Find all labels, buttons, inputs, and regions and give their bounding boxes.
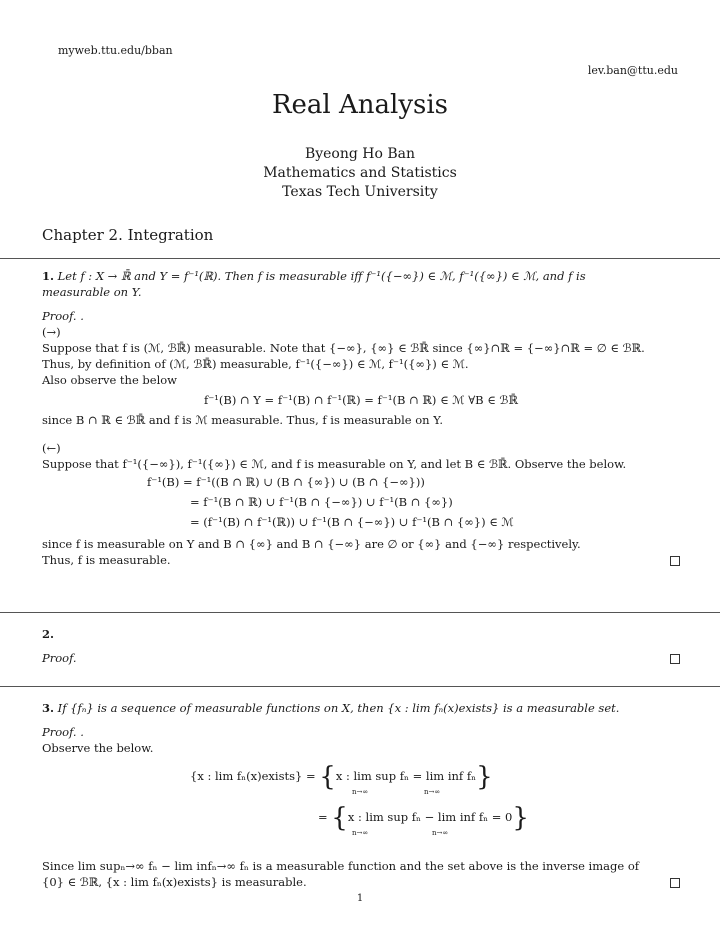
proof-line: Suppose that f is (ℳ, ℬℝ̄) measurable. Note that {−∞}, {∞} ∈ ℬℝ̄ since {∞}∩ℝ = {−∞}∩ℝ = ∅ ∈ ℬℝ. [42,341,645,355]
problem-3-number: 3. [42,701,55,715]
equation: = (f⁻¹(B) ∩ f⁻¹(ℝ)) ∪ f⁻¹(B ∩ {−∞}) ∪ f⁻¹(B ∩ {∞}) ∈ ℳ [190,515,514,529]
author-name: Byeong Ho Ban [304,146,416,162]
equation-rhs: x : lim sup fₙ − lim inf fₙ = 0 [347,810,513,824]
proof-line [42,874,680,890]
author-dept: Mathematics and Statistics [263,165,457,181]
limit-subscript: n→∞ [352,829,369,837]
problem-3-conclusion [42,858,680,890]
proof-line: Suppose that f⁻¹({−∞}), f⁻¹({∞}) ∈ ℳ, and f is measurable on Y, and let B ∈ ℬℝ̄. Observe the below. [42,457,627,471]
equation: = f⁻¹(B ∩ ℝ) ∪ f⁻¹(B ∩ {−∞}) ∪ f⁻¹(B ∩ {∞}) [190,495,453,509]
right-brace: } [512,803,529,833]
author-block [0,145,720,202]
problem-3-statement-text: If {fₙ} is a sequence of measurable functions on X, then {x : lim fₙ(x)exists} is a measurable set. [57,701,620,715]
problem-3-statement [42,700,680,716]
header-url: myweb.ttu.edu/bban [58,44,173,57]
direction-backward: (←) [42,441,61,455]
problem-1 [42,268,680,568]
divider [0,258,720,259]
proof-line: Since lim supₙ→∞ fₙ − lim infₙ→∞ fₙ is a measurable function and the set above is the inverse image of [42,859,640,873]
proof-label: Proof. [42,651,77,665]
problem-3 [42,700,680,756]
equation: f⁻¹(B) = f⁻¹((B ∩ ℝ) ∪ (B ∩ {∞}) ∪ (B ∩ {−∞})) [147,475,425,489]
proof-line [42,552,680,568]
equation-lhs: {x : lim fₙ(x)exists} = [190,769,316,783]
equation-rhs: x : lim sup fₙ = lim inf fₙ [335,769,477,783]
divider [0,612,720,613]
page-title: Real Analysis [271,90,449,120]
proof-conclusion: {0} ∈ ℬℝ, {x : lim fₙ(x)exists} is measurable. [42,875,307,889]
left-brace: { [319,762,336,792]
problem-1-statement-line1: Let f : X → ℝ̄ and Y = f⁻¹(ℝ). Then f is measurable iff f⁻¹({−∞}) ∈ ℳ, f⁻¹({∞}) ∈ ℳ, and f is [57,269,586,283]
proof-line: since f is measurable on Y and B ∩ {∞} and B ∩ {−∞} are ∅ or {∞} and {−∞} respectively. [42,537,581,551]
limit-subscript: n→∞ [432,829,449,837]
problem-2-number: 2. [42,627,55,641]
proof-line: Also observe the below [42,373,178,387]
equation: = {x : lim sup fₙ − lim inf fₙ = 0} n→∞ n→∞ [318,803,529,837]
equation: f⁻¹(B) ∩ Y = f⁻¹(B) ∩ f⁻¹(ℝ) = f⁻¹(B ∩ ℝ) ∈ ℳ ∀B ∈ ℬℝ̄ [203,393,519,407]
page-number: 1 [356,893,364,904]
problem-1-statement [42,268,680,284]
author-univ: Texas Tech University [282,184,438,200]
qed-box [670,556,680,566]
direction-forward: (→) [42,325,61,339]
left-brace: { [331,803,348,833]
chapter-heading: Chapter 2. Integration [42,226,214,244]
qed-box [670,878,680,888]
equation [190,762,493,796]
proof-label: Proof. . [42,725,84,739]
proof-line: since B ∩ ℝ ∈ ℬℝ̄ and f is ℳ measurable. Thus, f is measurable on Y. [42,413,444,427]
problem-2 [42,626,680,666]
right-brace: } [476,762,493,792]
divider [0,686,720,687]
limit-subscript: n→∞ [424,788,441,796]
qed-box [670,654,680,664]
proof-line: Thus, by definition of (ℳ, ℬℝ̄) measurable, f⁻¹({−∞}) ∈ ℳ, f⁻¹({∞}) ∈ ℳ. [42,357,469,371]
proof-line [42,650,680,666]
header-email: lev.ban@ttu.edu [587,64,678,77]
problem-1-statement-line2: measurable on Y. [42,285,142,299]
proof-label: Proof. . [42,309,84,323]
proof-conclusion: Thus, f is measurable. [42,553,171,567]
limit-subscript: n→∞ [352,788,369,796]
proof-line: Observe the below. [42,741,154,755]
problem-1-number: 1. [42,269,55,283]
